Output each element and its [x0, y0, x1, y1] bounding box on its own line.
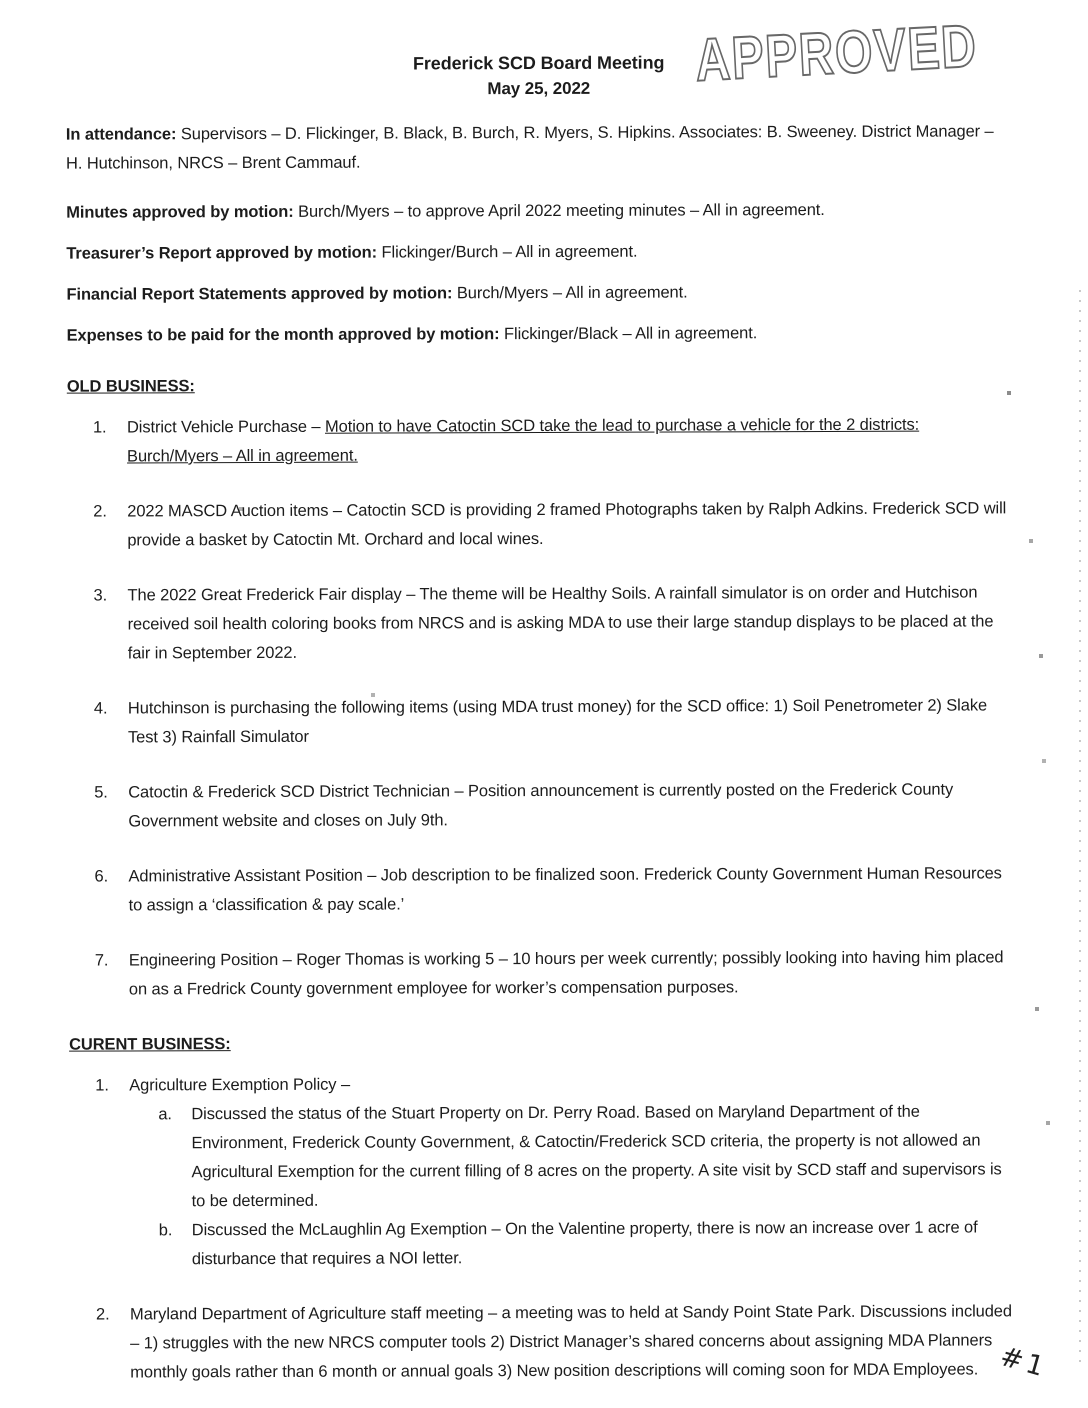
attendance-label: In attendance: — [65, 125, 177, 144]
sub-item-letter: a. — [158, 1105, 172, 1124]
document-content — [66, 48, 1017, 1408]
list-item — [67, 494, 1013, 555]
approved-stamp: APPROVED — [693, 12, 980, 94]
old-business-heading: OLD BUSINESS: — [66, 377, 195, 396]
sub-item-text: Discussed the McLaughlin Ag Exemption – On the Valentine property, there is now an increase over 1 acre of disturbance that requires a NOI letter. — [191, 1218, 978, 1269]
item-number: 1. — [95, 1076, 109, 1095]
item-text: The 2022 Great Frederick Fair display – The theme will be Healthy Soils. A rainfall simulator is on order and Hutchison received soil health coloring books from NRCS and is asking MDA to use their large standup displays to be placed at the fair in September 2022. — [127, 583, 994, 663]
list-item — [67, 410, 1013, 471]
sub-item-letter: b. — [158, 1221, 173, 1240]
item-number: 3. — [93, 586, 108, 605]
expenses-text: Flickinger/Black – All in agreement. — [499, 324, 758, 344]
list-item — [70, 1297, 1016, 1387]
sub-item-text: Discussed the status of the Stuart Property on Dr. Perry Road. Based on Maryland Department of the Environment, Frederick County Government, & Catoctin/Frederick SCD criteria, the property is not allowed an Agricultural Exemption for the current filling of 8 acres on the property. A site visit by SCD staff and supervisors is to be determined. — [191, 1102, 1002, 1211]
minutes-motion-text: Burch/Myers – to approve April 2022 meeting minutes – All in agreement. — [293, 201, 825, 221]
item-text: Administrative Assistant Position – Job description to be finalized soon. Frederick County Government Human Resources to assign a ‘classification & pay scale.’ — [128, 864, 1002, 915]
list-item — [68, 691, 1014, 752]
current-business-heading: CURENT BUSINESS: — [69, 1035, 231, 1054]
item-number: 2. — [93, 502, 107, 521]
attendance-text: Supervisors – D. Flickinger, B. Black, B. Burch, R. Myers, S. Hipkins. Associates: B. Sweeney. District Manager – H. Hutchinson, NRCS – Brent Cammauf. — [65, 122, 994, 173]
list-item — [68, 859, 1014, 920]
financial-report-paragraph — [66, 277, 1012, 309]
item-text-lead: District Vehicle Purchase – — [126, 417, 326, 437]
old-business-list — [67, 410, 1015, 1004]
treasurers-report-label: Treasurer’s Report approved by motion: — [66, 243, 378, 263]
current-business-list — [69, 1068, 1016, 1387]
item-number: 2. — [96, 1305, 110, 1324]
sub-list-item — [70, 1213, 1016, 1274]
item-text: Maryland Department of Agriculture staff meeting – a meeting was to held at Sandy Point State Park. Discussions included – 1) struggles with the new NRCS computer tools 2) District Manager’s shared concerns about assigning MDA Planners monthly goals rather than 6 month or annual goals 3) New position descriptions will coming soon for MDA Employees. — [130, 1302, 1012, 1382]
item-number: 4. — [93, 699, 108, 718]
item-text-underlined: Motion to have Catoctin SCD take the lead to purchase a vehicle for the 2 districts: Burch/Myers – All in agreement. — [127, 415, 920, 466]
item-text — [127, 410, 1013, 471]
sub-list — [69, 1097, 1016, 1274]
item-text: Catoctin & Frederick SCD District Technician – Position announcement is currently posted on the Frederick County Government website and closes on July 9th. — [128, 780, 954, 831]
item-text: 2022 MASCD Auction items – Catoctin SCD is providing 2 framed Photographs taken by Ralph Adkins. Frederick SCD will provide a basket by Catoctin Mt. Orchard and local wines. — [127, 499, 1007, 550]
financial-report-label: Financial Report Statements approved by motion: — [66, 284, 453, 304]
list-item — [67, 578, 1013, 668]
handwritten-page-mark: #1 — [996, 1341, 1052, 1384]
minutes-motion-label: Minutes approved by motion: — [66, 202, 294, 222]
treasurers-report-paragraph — [66, 236, 1012, 268]
attendance-paragraph — [66, 117, 1012, 178]
list-item — [69, 1068, 1015, 1100]
document-header — [66, 48, 1012, 102]
item-text: Hutchinson is purchasing the following items (using MDA trust money) for the SCD office: 1) Soil Penetrometer 2) Slake Test 3) Rainfall Simulator — [127, 696, 988, 747]
scan-speckles — [0, 0, 2, 2]
document-title: Frederick SCD Board Meeting — [412, 52, 665, 74]
financial-report-text: Burch/Myers – All in agreement. — [452, 283, 688, 303]
item-number: 5. — [94, 783, 108, 802]
item-number: 7. — [94, 951, 109, 970]
scan-artifact-dots — [1079, 290, 1081, 1365]
minutes-motion-paragraph — [66, 195, 1012, 227]
list-item — [69, 943, 1015, 1004]
item-number: 1. — [92, 418, 107, 437]
list-item — [68, 775, 1014, 836]
sub-list-item — [69, 1097, 1015, 1216]
item-text: Engineering Position – Roger Thomas is working 5 – 10 hours per week currently; possibly looking into having him placed on as a Fredrick County government employee for worker’s compensation purposes. — [128, 948, 1004, 999]
document-date: May 25, 2022 — [487, 78, 591, 99]
expenses-label: Expenses to be paid for the month approved by motion: — [66, 325, 500, 345]
item-number: 6. — [94, 867, 109, 886]
treasurers-report-text: Flickinger/Burch – All in agreement. — [376, 242, 638, 262]
expenses-paragraph — [67, 318, 1013, 350]
item-text: Agriculture Exemption Policy – — [129, 1075, 351, 1095]
